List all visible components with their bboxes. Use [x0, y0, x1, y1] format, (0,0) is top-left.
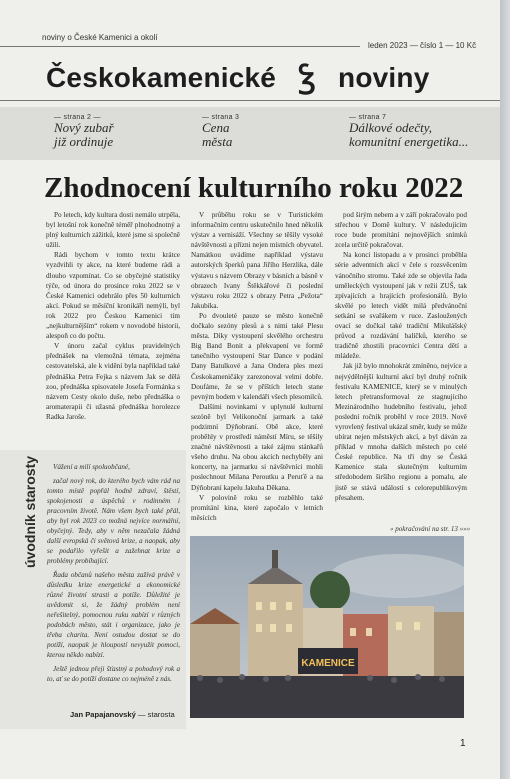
teaser-title-line: již ordinuje: [54, 134, 114, 149]
masthead-title-right: noviny: [338, 62, 430, 93]
editorial-label: [22, 455, 38, 710]
article-paragraph: Dalšími novinkami v uplynulé kulturní sezóně byl Velikonoční jarmark a také podzimní Dýňobraní. Obě akce, které proběhly v prostředí náměstí Míru, se těšily značné návštěvnosti a také zájmu stánkařů všeho druhu. Na obou akcích nechyběly ani koncerty, na jarmarku si návštěvníci mohli poslechnout Milana Peroutku a Peruťě a na Dýňobraní kapelu Jakuba Děkana.: [191, 402, 323, 492]
editorial-paragraph: Ještě jednou přeji šťastný a pohodový rok a to, ať se do potíží dostane co nejméně z nás.: [47, 665, 180, 683]
clouds: [330, 554, 464, 598]
editorial-signature: [70, 710, 175, 719]
teaser-page-2[interactable]: [54, 114, 114, 149]
town-logo-icon: Ꝣ: [298, 61, 316, 94]
teaser-title-line: komunitní energetika...: [349, 134, 469, 149]
festival-photo: [190, 536, 464, 718]
teaser-page-7[interactable]: [349, 114, 468, 149]
masthead-title-left: Českokamenické: [46, 62, 277, 93]
teaser-page-label: — strana 7: [349, 114, 387, 121]
teaser-title-line: Nový zubař: [54, 120, 114, 135]
signature-name: Jan Papajanovský: [70, 710, 136, 719]
editorial-paragraph: Řada občanů našeho města zažívá právě v důsledku krize energetické a ekonomické různé životní strasti a potíže. Důležité je uvědomit si, že žádný problém není neřešitelný, pomocnou ruku nabízí v různých podobách město, stát i organizace, jako je třeba charita. Není ostudou dostat se do potíží, naopak je hloupostí nevyužít pomoci, kterou někdo nabízí.: [47, 571, 180, 659]
festival-photo-illustration: [190, 536, 464, 718]
article-paragraph: V polovině roku se rozběhlo také promítání kina, které započalo v letních měsících: [191, 493, 323, 522]
spire: [272, 550, 278, 568]
editorial-text: [47, 462, 180, 688]
top-rule: [0, 46, 360, 47]
article-paragraph: V průběhu roku se v Turistickém informačním centru uskutečnilo hned několik výstav a vernisáží. Všechny se těšily vysoké návštěvnosti a přízni nejen místních obyvatel. Namátkou uvádíme například výstavu autorských šperků pana Jiřího Herzlika, dále výstavu s názvem Obrazy v básních a básně v obrazech Ivany Štěkkářové či poslední výstavu roku 2022 s obrazy Petra „Pežota“ Jakubíka.: [191, 211, 323, 310]
next-page-edge: [500, 0, 510, 779]
tower-building: [248, 584, 303, 684]
article-column-3: [335, 210, 467, 503]
teaser-title-line: Cena: [202, 120, 230, 135]
building-far-right: [434, 612, 464, 684]
teaser-page-label: — strana 3: [202, 114, 240, 121]
article-headline: Zhodnocení kulturního roku 2022: [44, 172, 464, 204]
teaser-title-line: města: [202, 134, 233, 149]
article-paragraph: Po dvouleté pauze se město konečně dočkalo sezóny plesů a s nimi také Plesu města. Díky vystoupení skvělého orchestru Big Band Bonit a překvapení ve formě tanečního vystoupení Star Dance v podání Dany Batulkové a Jana Ondera ples mezi Českokameničáky zarezonoval velmi dobře. Doufáme, že se v příštích letech stane pevným bodem v kalendáři všech plesomilců.: [191, 311, 323, 401]
stage-banner: KAMENICE: [301, 658, 355, 669]
building-left: [190, 624, 240, 684]
article-paragraph: Jak již bylo mnohokrát zmíněno, nejvíce a nejvýdělnější kulturní akcí byl druhý ročník festivalu KAMENICE, který se v minulých letech přetransformoval ze stagnujícího Mezinárodního hudebního festivalu, jehož poslední ročník proběhl v roce 2019. Nově vyrovlený festival ukázal směr, kudy se může ubírat nejen městských akcí, a byl dáván za příklad v mnoha dalších městech po celé České republice. Na tři dny se Česká Kamenice stala skutečným kulturním středobodem širšího regionu a pomalu, ale jistě se stává událostí s celorepublikovým přesahem.: [335, 362, 467, 502]
article-paragraph: pod širým nebem a v září pokračovalo pod střechou v Domě kultury. V následujícím roce bude promítání nejnovějších snímků zcela určitě pokračovat.: [335, 211, 467, 250]
editorial-paragraph: začal nový rok, do kterého bych vám rád na tomto místě popřál hodně zdraví, štěstí, spokojenosti a úspěchů v rodinném i pracovním životě. Nám všem bych také přál, aby byl rok 2023 co možná nejvíce normální, obyčejný. Tedy, aby v něm nezačala žádná další evropská či světová krize, a naopak, aby se podařilo vyřešit a zažehnat krize a problémy probíhající.: [47, 477, 180, 565]
publication-subtitle: noviny o České Kamenici a okolí: [42, 33, 158, 42]
crowd: [190, 676, 464, 718]
page-number: 1: [460, 738, 466, 749]
building-right: [388, 606, 434, 684]
editorial-label-text: úvodník starosty: [22, 455, 38, 568]
editorial-paragraph: Vážení a milí spoluobčané,: [53, 463, 130, 471]
teaser-title-line: Dálkové odečty,: [349, 120, 433, 135]
teaser-page-3[interactable]: [202, 114, 239, 149]
article-column-1: [46, 210, 180, 422]
teaser-page-label: — strana 2 —: [54, 114, 101, 121]
signature-role: — starosta: [135, 710, 175, 719]
issue-info: leden 2023 — číslo 1 — 10 Kč: [368, 41, 477, 50]
article-paragraph: Rádi bychom v tomto textu krátce vyzdvihli ty akce, na které budeme rádi a dlouho vzpomínat. Co se obyčejné statistiky týče, od února do prosince roku 2022 se v České Kamenici odehrálo přes 50 kulturních akcí. Pokud se měsíční kronikáři nemýlí, byl rok 2022 pro Českou Kamenici tím „nejkulturnějším“ rokem v novodobé historii, alespoň co do počtu.: [46, 251, 180, 341]
article-column-2: [191, 210, 323, 523]
tree: [310, 571, 350, 611]
article-paragraph: Na konci listopadu a v prosinci proběhla série adventních akcí v čele s rozsvěcením vánočního stromu. Také zde se objevila řada uměleckých vystoupení jak v režii ZUŠ, tak zpívajících a hrajících profesionálů. Bylo skvělé po letech vidět milá předvánoční setkání se svařákem v ruce. Zasloužených ovací se dočkal také tradiční Mikulášský průvod a rozdávání balíčků, kterého se tradičně zhostili pracovníci Centra dětí a mládeže.: [335, 251, 467, 361]
article-paragraph: V únoru začal cyklus pravidelných přednášek na vlemožná témata, zejména cestovatelská, ale k vidění byla například také přednáška Petra Fejka s názvem Jak se dělá zoo, přednáška spisovatele Josefa Formánka s názvem Cesty okolo duše, nebo přednáška o aromaterapii či užasná přednáška horolezce Radka Jaroše.: [46, 342, 180, 421]
masthead-rule: [0, 100, 500, 101]
continued-note[interactable]: » pokračování na str. 13 »»»: [390, 525, 471, 533]
masthead: [46, 55, 429, 96]
article-paragraph: Po letech, kdy kultura dosti nemálo utrpěla, byl letošní rok konečně téměř plnohodnotný a plný kulturních zážitků, které jsme si společně užili.: [46, 211, 180, 250]
